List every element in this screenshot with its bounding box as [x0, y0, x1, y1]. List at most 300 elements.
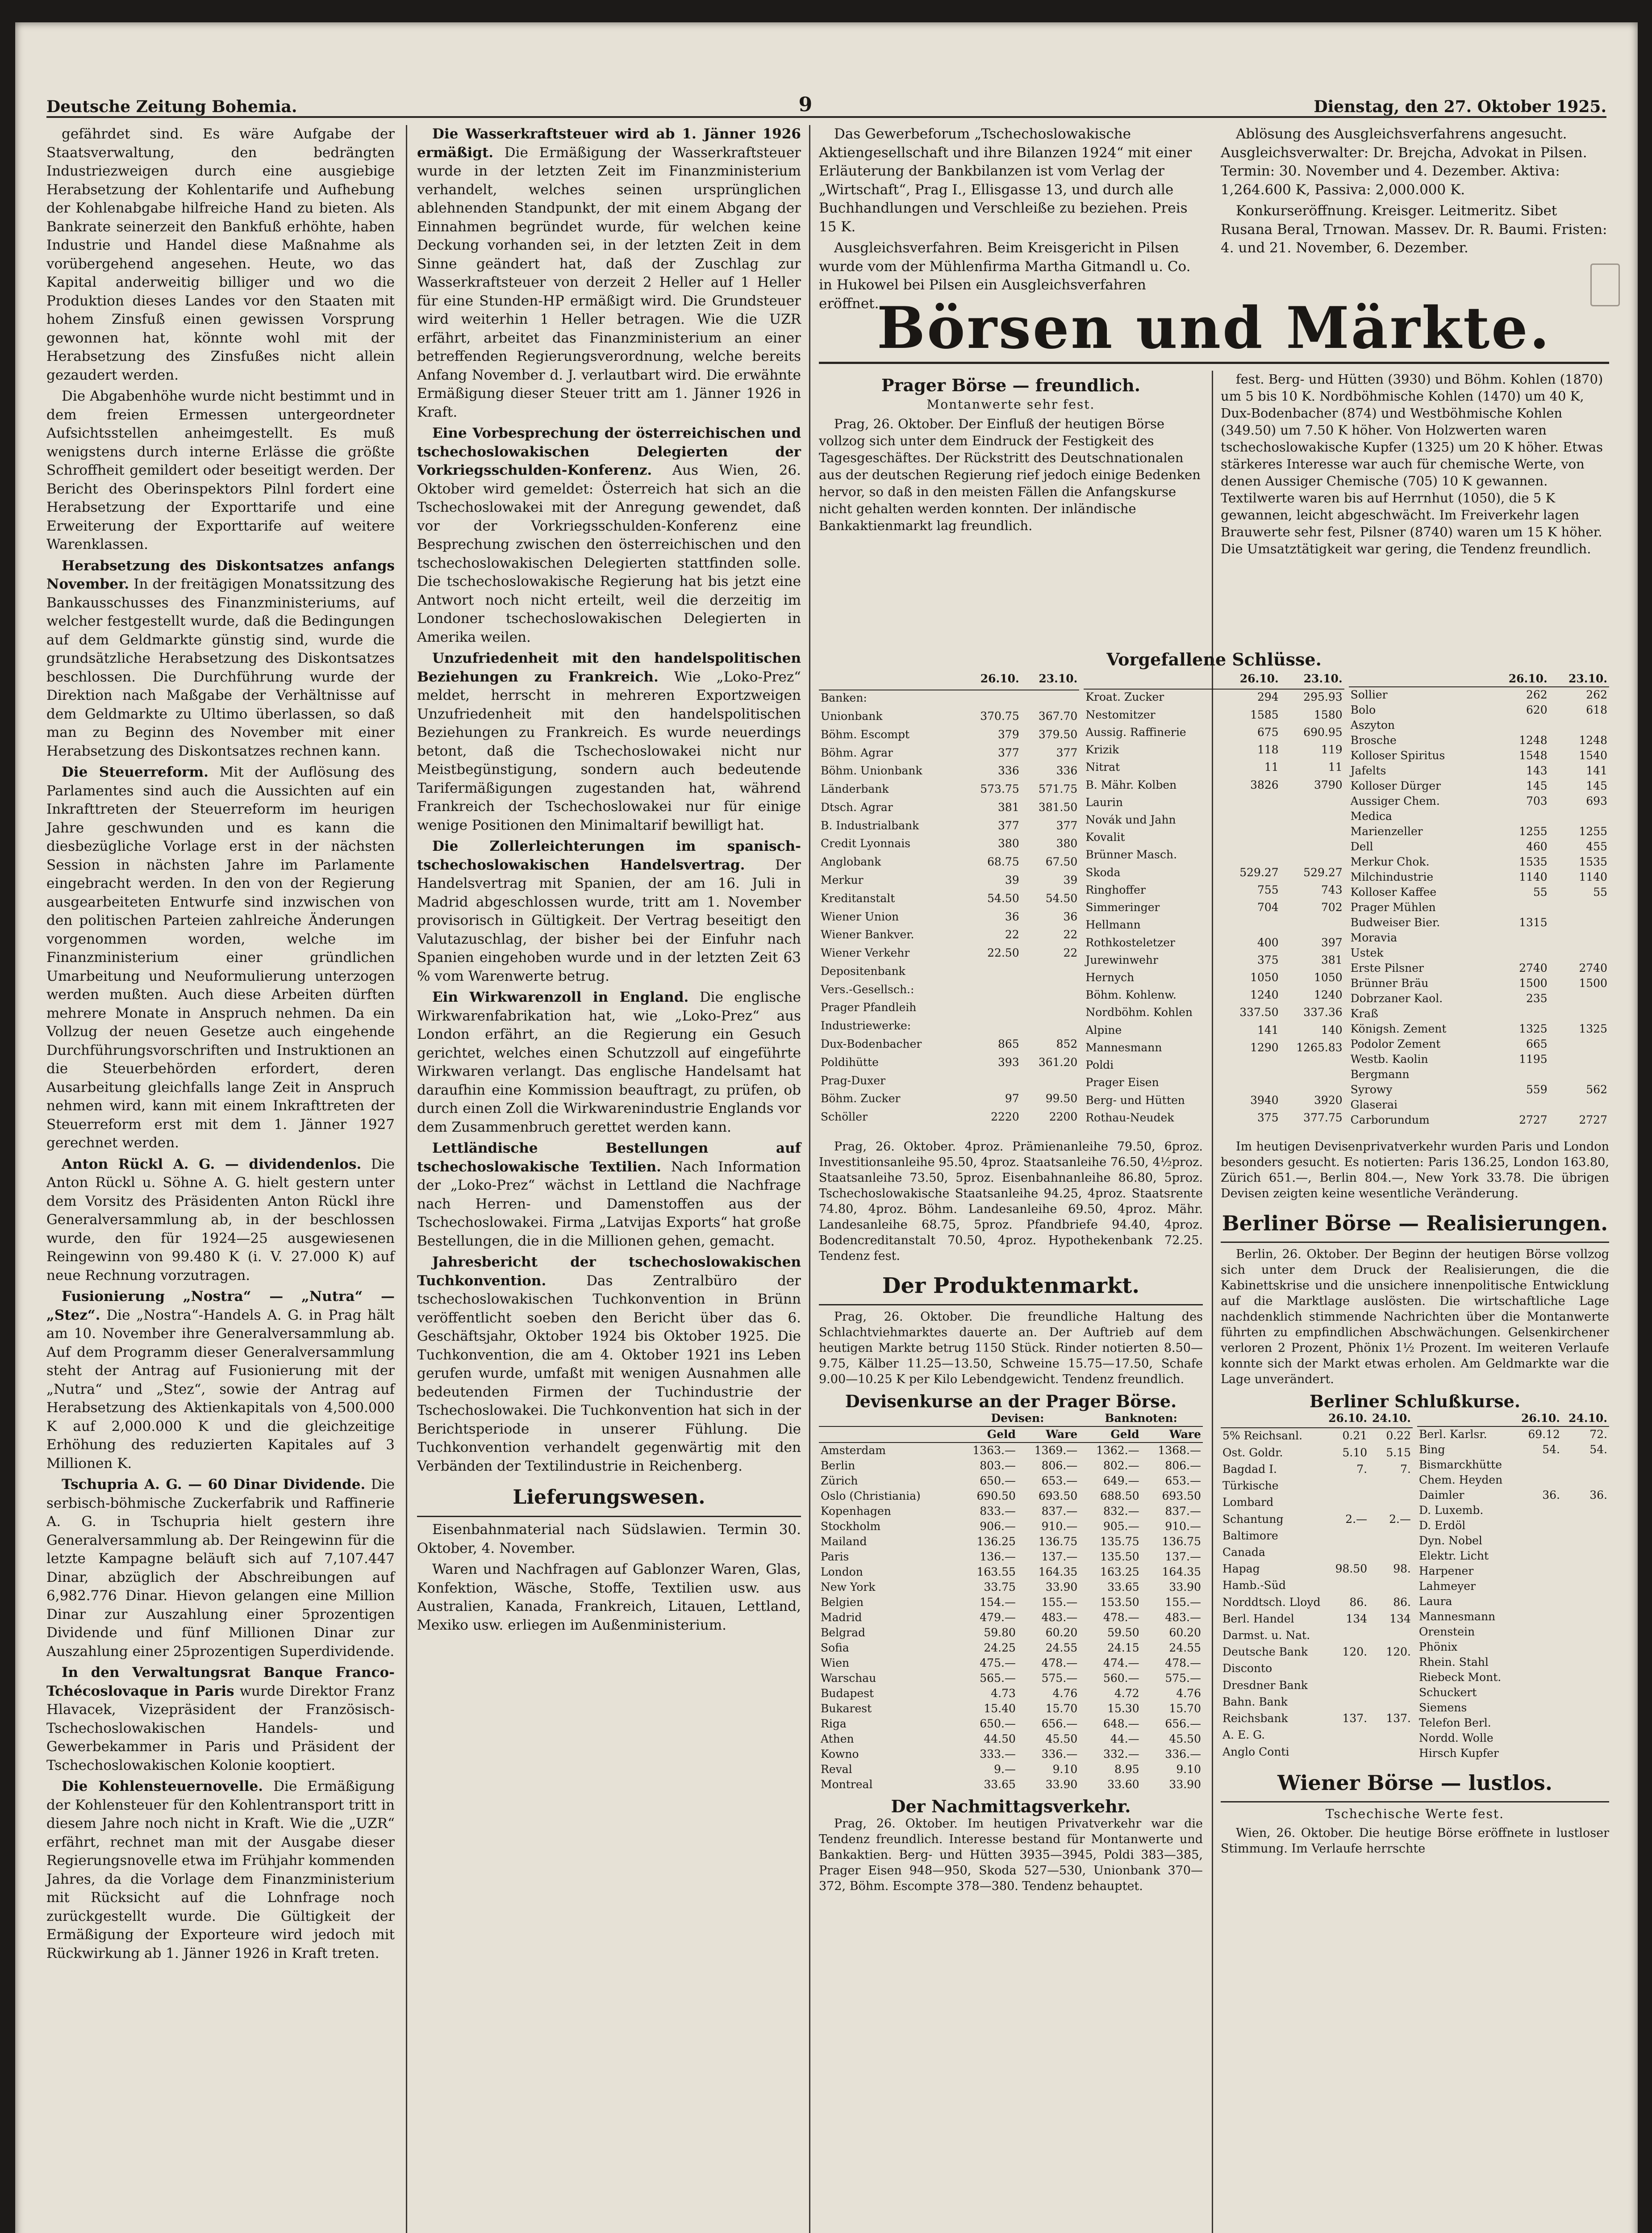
table-row — [1221, 1462, 1413, 1478]
table-row — [1417, 1609, 1609, 1624]
library-stamp — [1590, 263, 1620, 306]
price-cell: 68.75 — [987, 855, 1019, 869]
rate-cell: 33.90 — [1169, 1778, 1201, 1791]
table-row — [819, 891, 1079, 909]
table-row — [1417, 1746, 1609, 1761]
security-name: Böhm. Unionbank — [821, 764, 922, 778]
price-cell: 2727 — [1579, 1113, 1607, 1126]
table-row — [1221, 1628, 1413, 1644]
price-cell — [1021, 964, 1080, 982]
table-row — [819, 709, 1079, 727]
security-name: Poldi — [1085, 1058, 1114, 1072]
security-name: Böhm. Agrar — [821, 746, 893, 759]
rate-cell: 4.76 — [1176, 1687, 1201, 1700]
article-heading: Die Zollerleichterungen im spanisch-tschechoslowakischen Handelsvertrag. — [417, 838, 801, 873]
price-cell: 7. — [1400, 1462, 1411, 1476]
price-cell: 36 — [1005, 910, 1019, 923]
page-number: 9 — [798, 93, 813, 116]
rate-cell: 153.50 — [1100, 1596, 1139, 1609]
price-cell: 235 — [1526, 992, 1548, 1005]
price-cell — [1325, 1478, 1369, 1495]
currency-name: Bukarest — [821, 1702, 872, 1715]
security-name: Canada — [1222, 1545, 1265, 1559]
security-name: Hellmann — [1085, 918, 1141, 932]
table-row — [1417, 1518, 1609, 1533]
table-row — [1349, 1097, 1609, 1112]
price-cell: 3790 — [1314, 778, 1343, 791]
table-header-cell: 26.10. — [1489, 671, 1549, 687]
article-heading: Prager Börse — freundlich. — [881, 375, 1140, 395]
table-row — [1084, 778, 1344, 795]
security-name: Rothkosteletzer — [1085, 936, 1175, 949]
paragraph: Die Ermäßigung der Wasserkraftsteuer wurde in der letzten Zeit im Finanzministerium verhandelt, welches seinen ursprünglichen ablehnenden Standpunkt, der mit einem Abgang der Einnahmen begründet wurde, für welchen keine Deckung vorhanden sei, in der letzten Zeit in dem Sinne geändert hat, daß der Zuschlag zur Wasserkraftsteuer von derzeit 2 Heller auf 1 Heller für eine Stunden-HP ermäßigt wird. Die Grundsteuer wird weiterhin 1 Heller betragen. Wie die UZR erfährt, arbeitet das Finanzministerium an einer betreffenden Regierungsverordnung, welche bereits Anfang November d. J. verlautbart wird. Die erwähnte Ermäßigung dieser Steuer tritt am 1. Jänner 1926 in Kraft. — [417, 144, 801, 420]
price-cell: 1290 — [1250, 1041, 1279, 1054]
table-header-cell: Devisen: — [956, 1411, 1080, 1426]
paragraph: Prag, 26. Oktober. Im heutigen Privatverkehr war die Tendenz freundlich. Interesse bestand für Montanwerte und Bankaktien. Berg- und Hütten 3935—3945, Poldi 383—385, Prager Eisen 948—950, Skoda 527—530, Unionbank 370—372, Böhm. Escompte 378—380. Tendenz behauptet. — [819, 1817, 1203, 1893]
paragraph: Das Zentralbüro der tschechoslowakischen Tuchkonvention in Brünn veröffentlicht soeben den Bericht über das 6. Geschäftsjahr, Oktober 1924 bis Oktober 1925. Die Tuchkonvention, die am 4. Oktober 1921 ins Leben gerufen wurde, umfaßt mit wenigen Ausnahmen alle bedeutenden Firmen der Tuchindustrie der Tschechoslowakei. Die Tuchkonvention hat sich in der Berichtsperiode in unserer Fühlung. Die Tuchkonvention verhandelt gegenwärtig mit den Verbänden der Textilindustrie in Reichenberg. — [417, 1272, 801, 1474]
price-cell — [1369, 1678, 1413, 1694]
price-cell — [1021, 982, 1080, 1000]
price-cell: 380 — [1056, 837, 1078, 850]
price-cell: 262 — [1526, 688, 1548, 701]
price-cell — [1489, 1006, 1549, 1021]
paragraph: In der freitägigen Monatssitzung des Bankausschusses des Finanzministeriums, auf welcher festgestellt wurde, daß die Bedingungen auf dem Geldmarkte günstig sind, wurde die grundsätzliche Herabsetzung des Diskontsatzes beschlossen. Die Durchführung wurde der Direktion nach Maßgabe der Verhältnisse auf dem Geldmarkte zu Ultimo überlassen, so daß man zu Beginn des November mit einer Herabsetzung des Diskontsatzes rechnen kann. — [46, 576, 395, 759]
price-cell — [1369, 1545, 1413, 1561]
security-name: Prager Mühlen — [1350, 901, 1436, 914]
table-row — [1417, 1472, 1609, 1488]
price-cell — [1549, 1006, 1609, 1021]
price-cell — [1325, 1528, 1369, 1545]
security-name: Brosche — [1350, 734, 1397, 747]
paragraph: Aus Wien, 26. Oktober wird gemeldet: Österreich hat sich an die Tschechoslowakei mit der Anregung gewendet, daß vor der Vorkriegsschulden-Konferenz eine Besprechung zwischen den österreichischen und den tschechoslowakischen Delegierten stattfinden solle. Die tschechoslowakische Regierung hat bis jetzt eine Antwort noch nicht erteilt, weil die derzeitig im Londoner tschechoslowakischen Delegierten in Amerika weilen. — [417, 462, 801, 645]
security-name: Aussiger Chem. — [1350, 795, 1440, 807]
security-name: Telefon Berl. — [1419, 1716, 1491, 1729]
paragraph: Die englische Wirkwarenfabrikation hat, wie „Loko-Prez“ aus London erfährt, an die Regierung ein Gesuch gerichtet, welches einen Schutzzoll auf eingeführte Wirkwaren verlangt. Das englische Handelsamt hat daraufhin eine Kommission beauftragt, zu prüfen, ob durch einen Zoll die Wirkwarenindustrie Englands vor dem Zusammenbruch gerettet werden kann. — [417, 989, 801, 1135]
price-cell — [1562, 1700, 1609, 1715]
price-cell — [1281, 917, 1344, 935]
security-name: Unionbank — [821, 709, 883, 723]
table-row — [1084, 795, 1344, 812]
column-rule — [406, 125, 407, 2233]
price-cell: 702 — [1321, 901, 1343, 914]
security-name: Dell — [1350, 840, 1373, 853]
rate-cell: 806.— — [1041, 1459, 1078, 1472]
table-header-row — [1417, 1411, 1609, 1426]
table-row — [1417, 1624, 1609, 1639]
price-cell — [1562, 1655, 1609, 1670]
table-row — [1349, 930, 1609, 945]
price-cell: 2727 — [1519, 1113, 1548, 1126]
column-3 — [819, 371, 1203, 537]
rate-cell: 163.55 — [976, 1565, 1016, 1578]
security-name: A. E. G. — [1222, 1728, 1265, 1742]
article-heading: Der Produktenmarkt. — [819, 1272, 1203, 1305]
price-cell: 865 — [998, 1037, 1019, 1050]
price-cell — [1562, 1579, 1609, 1594]
rate-cell: 164.35 — [1162, 1565, 1201, 1578]
table-row — [819, 1731, 1203, 1747]
security-name: Böhm. Zucker — [821, 1092, 901, 1105]
price-cell: 1535 — [1579, 855, 1607, 868]
table-row — [1084, 865, 1344, 882]
price-cell: 1500 — [1579, 977, 1607, 990]
table-row — [1349, 687, 1609, 703]
price-cell — [1369, 1528, 1413, 1545]
security-name: Laura — [1419, 1595, 1452, 1608]
article-heading: Lettländische Bestellungen auf tschechoslowakische Textilien. — [417, 1140, 801, 1175]
banks-table — [819, 671, 1079, 1128]
price-cell — [1549, 991, 1609, 1006]
article-heading: Die Steuerreform. — [62, 764, 209, 780]
security-name: B. Industrialbank — [821, 819, 919, 832]
table-row — [1417, 1700, 1609, 1715]
closing-prices — [819, 643, 1609, 1128]
price-cell: 690.95 — [1303, 725, 1343, 739]
rate-cell: 44.— — [1110, 1732, 1139, 1745]
price-cell — [1514, 1715, 1562, 1731]
price-cell — [1325, 1727, 1369, 1744]
table-header-cell: 26.10. — [1514, 1411, 1562, 1426]
table-row — [1084, 917, 1344, 935]
table-header-row — [1349, 671, 1609, 687]
table-row — [1349, 733, 1609, 748]
rate-cell: 906.— — [980, 1520, 1016, 1533]
price-cell: 336 — [998, 764, 1019, 778]
price-cell: 1315 — [1519, 916, 1548, 929]
price-cell: 1248 — [1579, 734, 1607, 747]
security-name: Kreditanstalt — [821, 891, 895, 905]
table-row — [1349, 915, 1609, 930]
table-row — [1221, 1711, 1413, 1727]
security-name: Wiener Union — [821, 910, 899, 923]
price-cell — [1562, 1472, 1609, 1488]
rate-cell: 479.— — [980, 1611, 1016, 1624]
rate-cell: 44.50 — [984, 1732, 1016, 1745]
table-header-row — [1084, 671, 1344, 689]
security-name: Wiener Verkehr — [821, 946, 910, 960]
price-cell — [1226, 795, 1281, 812]
price-cell — [1226, 1075, 1281, 1092]
price-cell: 36 — [1063, 910, 1078, 923]
newspaper-page — [15, 22, 1638, 2233]
price-cell — [1514, 1639, 1562, 1655]
security-name: Nordd. Wolle — [1419, 1731, 1493, 1744]
price-cell: 54. — [1589, 1443, 1607, 1456]
security-name: Rothau-Neudek — [1085, 1111, 1174, 1124]
price-cell — [963, 964, 1021, 982]
security-name: Daimler — [1419, 1489, 1464, 1501]
price-cell — [963, 982, 1021, 1000]
table-row — [1349, 976, 1609, 991]
security-name: Türkische — [1222, 1479, 1279, 1493]
table-header-cell: Ware — [1141, 1426, 1203, 1443]
rate-cell: 656.— — [1165, 1717, 1201, 1730]
paragraph: Nach Information der „Loko-Prez“ wächst in Lettland die Nachfrage nach Herren- und Damenstoffen aus der Tschechoslowakei. Firma „Latvijas Exports“ hat große Bestellungen, die in die Millionen gehen, gemacht. — [417, 1158, 801, 1249]
table-header-cell: 23.10. — [1549, 671, 1609, 687]
security-name: Alpine — [1085, 1023, 1122, 1037]
currency-name: Paris — [821, 1550, 849, 1563]
security-name: Schöller — [821, 1110, 868, 1124]
price-cell — [1562, 1457, 1609, 1472]
table-header-cell — [819, 1426, 956, 1443]
price-cell — [1226, 847, 1281, 865]
article-heading: Anton Rückl A. G. — dividendenlos. — [62, 1156, 362, 1172]
price-cell: 2740 — [1579, 962, 1607, 974]
price-cell: 22 — [1063, 946, 1078, 960]
security-name: Berl. Karlsr. — [1419, 1428, 1487, 1441]
price-cell: 262 — [1586, 688, 1607, 701]
price-cell — [1514, 1579, 1562, 1594]
currency-name: Zürich — [821, 1474, 858, 1487]
price-cell: 11 — [1328, 761, 1343, 774]
price-cell: 36. — [1589, 1489, 1607, 1501]
price-cell: 134 — [1346, 1612, 1368, 1625]
price-cell: 39 — [1063, 873, 1078, 887]
currency-name: Amsterdam — [821, 1444, 886, 1457]
price-cell: 455 — [1586, 840, 1607, 853]
table-row — [819, 1549, 1203, 1564]
price-cell — [1562, 1715, 1609, 1731]
table-row — [1084, 1040, 1344, 1058]
price-cell — [1226, 812, 1281, 830]
table-row — [819, 1580, 1203, 1595]
price-cell — [1489, 930, 1549, 945]
currency-name: Madrid — [821, 1611, 862, 1624]
table-row — [1417, 1685, 1609, 1700]
price-cell — [1489, 809, 1549, 824]
currency-name: Mailand — [821, 1535, 867, 1548]
table-row — [1084, 900, 1344, 917]
security-name: Dresdner Bank — [1222, 1678, 1308, 1692]
price-cell — [1549, 1097, 1609, 1112]
paragraph: Prag, 26. Oktober. Die freundliche Haltung des Schlachtviehmarktes dauerte an. Der Auftrieb auf dem heutigen Markte betrug 1150 Stück. Rinder notierten 8.50—9.75, Kälber 11.25—13.50, Schweine 15.75—17.50, Schafe 9.00—10.25 K per Kilo Lebendgewicht. Tendenz freundlich. — [819, 1310, 1203, 1386]
price-cell: 2220 — [991, 1110, 1019, 1124]
table-row — [1221, 1428, 1413, 1445]
price-cell: 22.50 — [987, 946, 1019, 960]
price-cell: 571.75 — [1038, 782, 1078, 796]
rate-cell: 33.75 — [984, 1581, 1016, 1593]
price-cell — [1514, 1670, 1562, 1685]
article-heading: Herabsetzung des Diskontsatzes anfangs November. — [46, 557, 395, 592]
price-cell: 1140 — [1579, 870, 1607, 883]
table-row — [819, 1489, 1203, 1504]
rate-cell: 833.— — [980, 1505, 1016, 1518]
berlin-table-right — [1417, 1411, 1609, 1761]
price-cell: 1580 — [1314, 708, 1343, 721]
table-row — [1349, 961, 1609, 976]
security-name: Erste Pilsner — [1350, 962, 1424, 974]
rate-cell: 33.65 — [1107, 1581, 1139, 1593]
currency-name: Sofia — [821, 1641, 849, 1654]
paragraph: Die Anton Rückl u. Söhne A. G. hielt gestern unter dem Vorsitz des Präsidenten Anton Rückl ihre Generalversammlung ab, in der beschlossen wurde, den für 1924—25 ausgewiesenen Reingewinn von 99.480 K (i. V. 27.000 K) auf neue Rechnung vorzutragen. — [46, 1156, 395, 1284]
article-heading: Fusionierung „Nostra“ — „Nutra“ — „Stez“. — [46, 1288, 395, 1323]
table-header-row — [1221, 1411, 1413, 1428]
price-cell: 1255 — [1579, 825, 1607, 838]
table-row — [1221, 1478, 1413, 1495]
rate-cell: 24.55 — [1169, 1641, 1201, 1654]
table-row — [819, 1109, 1079, 1128]
price-cell: 72. — [1589, 1428, 1607, 1441]
security-name: Brünner Masch. — [1085, 848, 1177, 861]
price-cell — [1489, 1067, 1549, 1082]
rate-cell: 837.— — [1165, 1505, 1201, 1518]
price-cell: 1050 — [1314, 971, 1343, 984]
table-row — [1417, 1655, 1609, 1670]
table-row — [1349, 718, 1609, 733]
price-cell: 98. — [1393, 1562, 1411, 1576]
rate-cell: 59.50 — [1107, 1626, 1139, 1639]
price-cell — [1021, 690, 1080, 709]
price-cell: 22 — [1005, 928, 1019, 941]
price-cell: 137. — [1342, 1712, 1368, 1725]
rate-cell: 8.95 — [1114, 1763, 1139, 1776]
security-name: Banken: — [821, 691, 867, 704]
table-row — [1084, 1110, 1344, 1128]
price-cell: 86. — [1349, 1595, 1368, 1609]
price-cell — [1021, 1000, 1080, 1018]
price-cell: 5.15 — [1386, 1446, 1411, 1459]
paragraph: Die „Nostra“-Handels A. G. in Prag hält am 10. November ihre Generalversammlung ab. Auf dem Programm dieser Generalversammlung steht der Antrag auf Fusionierung mit der „Nutra“ und „Stez“, sowie der Antrag auf Herabsetzung des Aktienkapitals von 4,500.000 K auf 2,000.000 K und die gleichzeitige Erhöhung des reduzierten Kapitales auf 3 Millionen K. — [46, 1307, 395, 1472]
security-name: Ustek — [1350, 946, 1384, 959]
table-row — [1417, 1548, 1609, 1564]
price-cell — [1281, 795, 1344, 812]
currency-name: London — [821, 1565, 863, 1578]
table-header-cell: 26.10. — [963, 671, 1021, 690]
rate-cell: 15.30 — [1107, 1702, 1139, 1715]
price-cell: 1585 — [1250, 708, 1279, 721]
price-cell — [1562, 1564, 1609, 1579]
section-heading: Lieferungswesen. — [417, 1484, 801, 1517]
security-name: Simmeringer — [1085, 901, 1160, 914]
currency-name: Riga — [821, 1717, 847, 1730]
price-cell: 529.27 — [1303, 866, 1343, 879]
rate-cell: 1362.— — [1096, 1444, 1139, 1457]
table-title: Vorgefallene Schlüsse. — [1106, 649, 1322, 669]
paragraph: Wie „Loko-Prez“ meldet, herrscht in mehreren Exportzweigen Unzufriedenheit mit den handelspolitischen Beziehungen zu Frankreich. Es wurde neuerdings betont, daß die Tschechoslowakei nicht nur Meistbegünstigung, sondern auch bedeutende Tarifermäßigungen zugestanden hat, während Frankreich der Tschechoslowakei nur für einige wenige Positionen den Minimaltarif bewilligt hat. — [417, 669, 801, 833]
price-cell: 5.10 — [1342, 1446, 1368, 1459]
price-cell — [963, 1018, 1021, 1037]
price-cell: 379 — [998, 728, 1019, 741]
security-name: Prag-Duxer — [821, 1074, 886, 1087]
rate-cell: 33.90 — [1169, 1581, 1201, 1593]
price-cell: 145 — [1526, 779, 1548, 792]
security-name: Merkur — [821, 873, 864, 887]
table-row — [1084, 812, 1344, 830]
price-cell: 54.50 — [987, 891, 1019, 905]
price-cell: 86. — [1393, 1595, 1411, 1609]
table-row — [819, 1656, 1203, 1671]
table-row — [1084, 935, 1344, 953]
price-cell — [1226, 830, 1281, 847]
paragraph: Konkurseröffnung. Kreisger. Leitmeritz. Sibet Rusana Beral, Trnowan. Massev. Dr. R. Baumi. Fristen: 4. und 21. November, 6. Dezember. — [1221, 203, 1607, 256]
table-row — [819, 1534, 1203, 1549]
price-cell: 377 — [1056, 819, 1078, 832]
security-name: Deutsche Bank — [1222, 1645, 1308, 1659]
rate-cell: 478.— — [1041, 1656, 1078, 1669]
price-cell: 120. — [1342, 1645, 1368, 1659]
table-row — [819, 1686, 1203, 1701]
table-header-cell — [1221, 1411, 1325, 1428]
price-cell: 0.21 — [1342, 1429, 1368, 1443]
currency-name: Wien — [821, 1656, 850, 1669]
security-name: Podolor Zement — [1350, 1037, 1441, 1050]
security-name: Wiener Bankver. — [821, 928, 914, 941]
table-row — [1221, 1595, 1413, 1611]
table-header-cell — [1084, 671, 1226, 689]
rate-cell: 693.50 — [1038, 1489, 1078, 1502]
table-row — [1349, 778, 1609, 794]
table-row — [1221, 1694, 1413, 1711]
price-cell — [1226, 1058, 1281, 1075]
table-row — [819, 1762, 1203, 1777]
price-cell — [1325, 1495, 1369, 1511]
rate-cell: 832.— — [1103, 1505, 1139, 1518]
table-row — [819, 964, 1079, 982]
price-cell — [1514, 1472, 1562, 1488]
price-cell: 69.12 — [1528, 1428, 1560, 1441]
table-row — [1221, 1744, 1413, 1761]
price-cell: 36. — [1542, 1489, 1560, 1501]
rate-cell: 163.25 — [1100, 1565, 1139, 1578]
price-cell — [1549, 809, 1609, 824]
paragraph: Das Gewerbeforum „Tschechoslowakische Aktiengesellschaft und ihre Bilanzen 1924“ mit einer Erläuterung der Bankbilanzen ist vom Verlag der „Wirtschaft“, Prag I., Ellisgasse 13, und durch alle Buchhandlungen und Verschleiße zu beziehen. Preis 15 K. — [819, 126, 1192, 235]
column-rule — [809, 125, 810, 2233]
price-cell — [1281, 1075, 1344, 1092]
paragraph: Ausgleichsverfahren. Beim Kreisgericht in Pilsen wurde vom der Mühlenfirma Martha Gitmandl u. Co. in Hukowel bei Pilsen ein Ausgleichsverfahren eröffnet. — [819, 240, 1191, 312]
price-cell: 529.27 — [1239, 866, 1279, 879]
article-heading: Die Wasserkraftsteuer wird ab 1. Jänner 1926 ermäßigt. — [417, 126, 801, 161]
price-cell: 1195 — [1519, 1053, 1548, 1066]
table-header-cell: 23.10. — [1021, 671, 1080, 690]
table-row — [1221, 1644, 1413, 1661]
price-cell — [1514, 1518, 1562, 1533]
table-row — [1349, 1112, 1609, 1128]
price-cell: 141 — [1586, 764, 1607, 777]
price-cell: 675 — [1257, 725, 1279, 739]
running-header — [46, 89, 1606, 118]
rate-cell: 565.— — [980, 1672, 1016, 1685]
table-row — [1417, 1670, 1609, 1685]
table-header-cell: 23.10. — [1281, 671, 1344, 689]
table-row — [819, 690, 1079, 709]
section-masthead: Börsen und Märkte. — [819, 295, 1609, 364]
table-row — [1417, 1426, 1609, 1442]
rate-cell: 575.— — [1041, 1672, 1078, 1685]
table-row — [1349, 945, 1609, 961]
table-row — [819, 1000, 1079, 1018]
table-row — [819, 1055, 1079, 1073]
price-cell: 67.50 — [1045, 855, 1078, 869]
rate-cell: 1369.— — [1034, 1444, 1078, 1457]
table-row — [1349, 809, 1609, 824]
table-row — [1221, 1528, 1413, 1545]
rate-cell: 649.— — [1103, 1474, 1139, 1487]
price-cell: 460 — [1526, 840, 1548, 853]
price-cell: 393 — [998, 1055, 1019, 1069]
table-row — [1221, 1611, 1413, 1628]
price-cell — [1562, 1548, 1609, 1564]
paragraph: Der Handelsvertrag mit Spanien, der am 16. Juli in Madrid abgeschlossen wurde, tritt am 1. November provisorisch in Gültigkeit. Der Vertrag beseitigt den Valutazuschlag, der bisher bei der Einfuhr nach Spanien eingehoben wurde und in der letzten Zeit 63 % vom Warenwerte betrug. — [417, 857, 801, 984]
price-cell: 1050 — [1250, 971, 1279, 984]
security-name: Nordböhm. Kohlen — [1085, 1006, 1193, 1019]
price-cell — [1562, 1503, 1609, 1518]
table-row — [819, 1504, 1203, 1519]
table-group-row — [819, 1411, 1203, 1426]
table-row — [1417, 1579, 1609, 1594]
table-row — [1349, 824, 1609, 839]
table-row — [1221, 1578, 1413, 1594]
security-name: Kovalit — [1085, 831, 1125, 844]
